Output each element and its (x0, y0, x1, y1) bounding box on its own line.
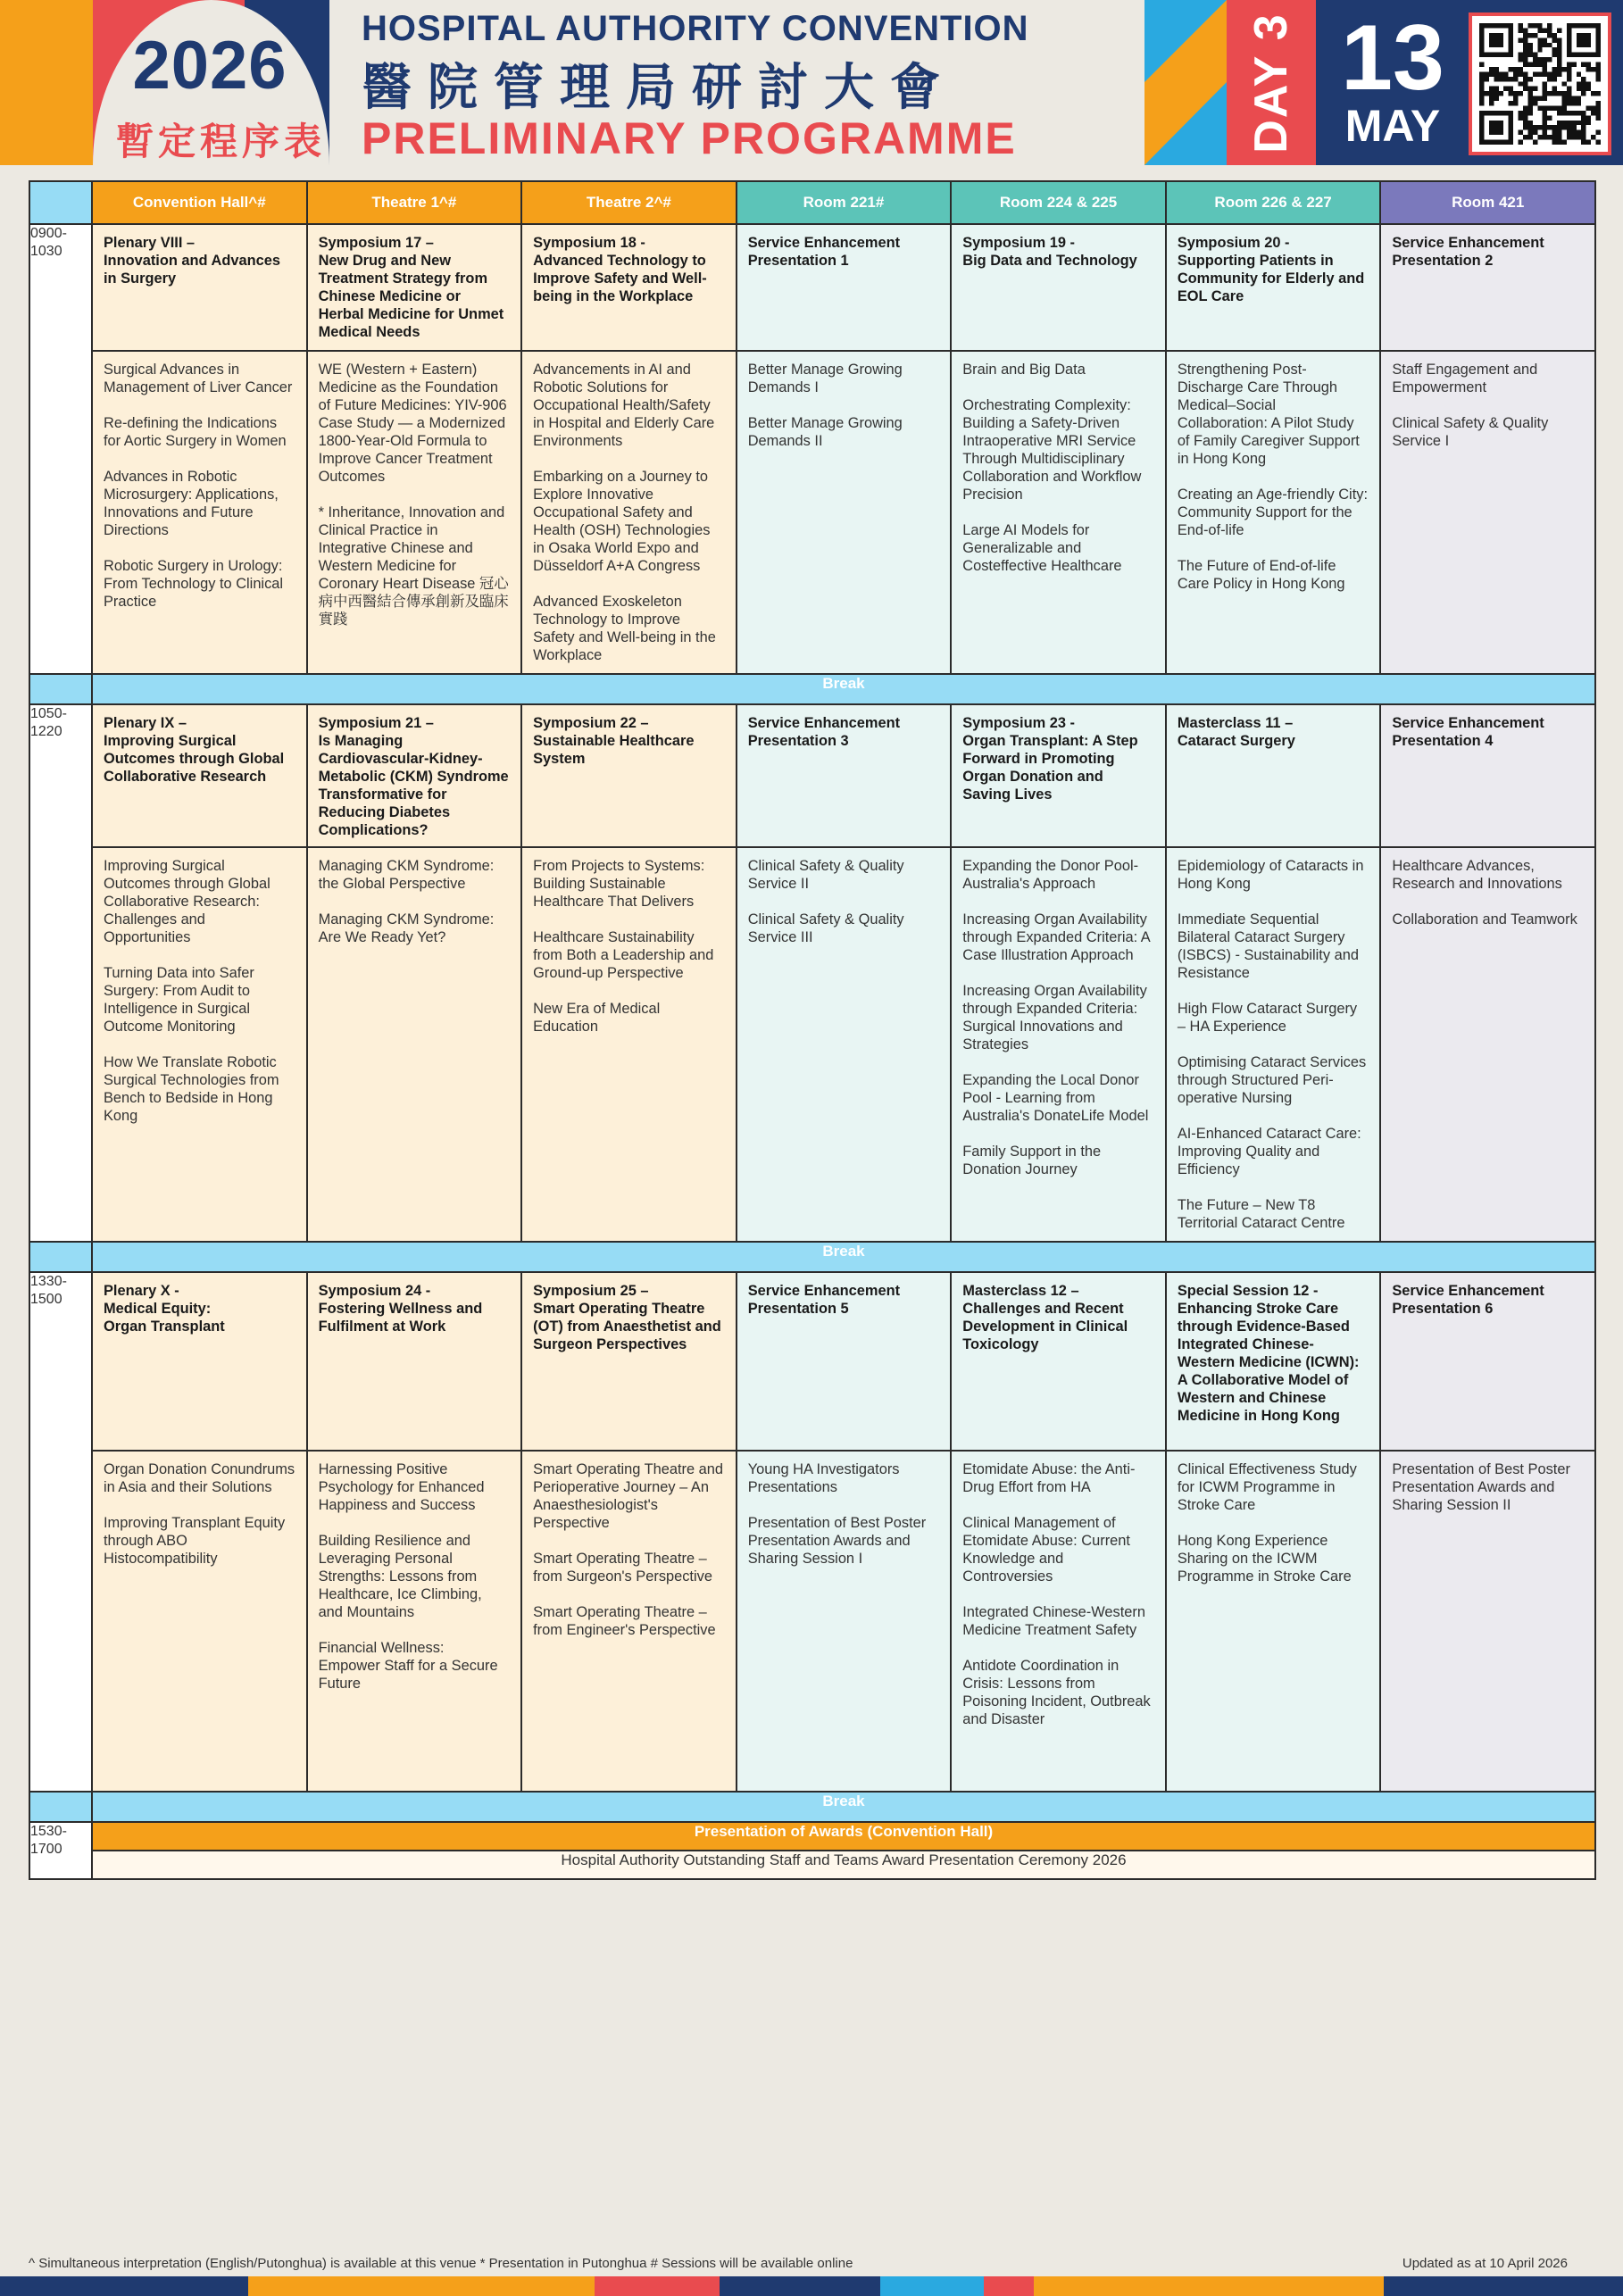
session-title-line: Innovation and Advances in Surgery (104, 253, 280, 287)
talk-item: Managing CKM Syndrome: Are We Ready Yet? (318, 911, 495, 945)
talk-item: Presentation of Best Poster Presentation Awards and Sharing Session I (747, 1515, 927, 1567)
session-title-line: Service Enhancement (1392, 235, 1544, 251)
talk-item: From Projects to Systems: Building Sustainable Healthcare That Delivers (533, 858, 705, 910)
talk-item: Creating an Age-friendly City: Community Support for the End-of-life (1177, 487, 1368, 538)
footer-strip (595, 2276, 720, 2296)
talk-item: Hong Kong Experience Sharing on the ICWM Programme in Stroke Care (1177, 1533, 1352, 1585)
session-title[interactable] (522, 1273, 736, 1360)
talk-item: New Era of Medical Education (533, 1001, 661, 1035)
talk-item: WE (Western + Eastern) Medicine as the Foundation of Future Medicines: YIV-906 Case Study — a Modernized 1800-Year-Old Formula to Improve Cancer Treatment Outcomes (318, 362, 507, 485)
updated-date: Updated as at 10 April 2026 (1402, 2256, 1568, 2271)
awards-desc-row (29, 1851, 1595, 1879)
footer-strip (0, 2276, 248, 2296)
session-title-cell-room-224-225 (951, 704, 1166, 847)
talk-item: Orchestrating Complexity: Building a Safety-Driven Intraoperative MRI Service Through Multidisciplinary Collaboration and Workflow Precision (962, 397, 1142, 503)
session-title-line: Cataract Surgery (1177, 733, 1295, 749)
session-title-line: Symposium 17 – (318, 235, 434, 251)
session-title[interactable] (952, 705, 1165, 811)
footer-strip (984, 2276, 1034, 2296)
talk-item: Clinical Effectiveness Study for ICWM Programme in Stroke Care (1177, 1461, 1357, 1513)
time-slot-line: 1530- (30, 1824, 67, 1839)
session-title-cell-room-226-227 (1166, 224, 1381, 351)
time-slot-line: 1220 (30, 724, 62, 739)
session-title-cell-room-221 (737, 704, 952, 847)
talk-item: Re-defining the Indications for Aortic Surgery in Women (104, 415, 287, 449)
venue-convention-hall: Convention Hall^# (92, 181, 307, 224)
session-title-line: Presentation 3 (747, 733, 849, 749)
talk-list (522, 1452, 736, 1646)
time-slot (29, 1272, 92, 1792)
talk-list (1167, 848, 1380, 1239)
session-title[interactable] (1167, 1273, 1380, 1432)
session-title-cell-convention-hall (92, 1272, 307, 1451)
session-title-line: Fostering Wellness and Fulfilment at Work (318, 1301, 483, 1335)
talk-item: How We Translate Robotic Surgical Technologies from Bench to Bedside in Hong Kong (104, 1054, 279, 1124)
talk-list (1167, 352, 1380, 600)
session-title-line: Is Managing Cardiovascular-Kidney-Metabolic (CKM) Syndrome Transformative for Reducing Diabetes Complications? (318, 733, 509, 838)
break-row (29, 1792, 1595, 1822)
session-title-row (29, 224, 1595, 351)
session-talks-cell-room-221 (737, 847, 952, 1242)
session-title-line: Plenary IX – (104, 715, 187, 731)
talk-list (308, 848, 521, 953)
session-title-line: Presentation 1 (747, 253, 849, 269)
session-title-cell-room-224-225 (951, 224, 1166, 351)
session-talks-cell-theatre-2 (521, 1451, 737, 1792)
talk-item: Strengthening Post-Discharge Care Through Medical–Social Collaboration: A Pilot Study of Family Caregiver Support in Hong Kong (1177, 362, 1360, 467)
session-title[interactable] (737, 1273, 951, 1325)
talk-list (737, 1452, 951, 1575)
talk-item: Family Support in the Donation Journey (962, 1144, 1102, 1177)
talk-item: Embarking on a Journey to Explore Innovative Occupational Safety and Health (OSH) Technologies in Osaka World Expo and Düsseldorf A+A Congress (533, 469, 711, 574)
session-talks-cell-room-221 (737, 351, 952, 674)
talk-item: Financial Wellness: Empower Staff for a Secure Future (318, 1640, 498, 1692)
session-title-cell-room-226-227 (1166, 704, 1381, 847)
break-label: Break (92, 1792, 1595, 1822)
talk-item: Smart Operating Theatre – from Engineer's Perspective (533, 1604, 716, 1638)
session-title-line: Symposium 20 - (1177, 235, 1290, 251)
talk-item: Collaboration and Teamwork (1392, 911, 1577, 928)
talk-list (737, 848, 951, 953)
time-slot-line: 1330- (30, 1274, 67, 1289)
session-title-line: Supporting Patients in Community for Elderly and EOL Care (1177, 253, 1365, 304)
talk-list (1381, 1452, 1594, 1521)
session-title-line: Masterclass 12 – (962, 1283, 1079, 1299)
session-title[interactable] (522, 225, 736, 312)
talk-item: Advancements in AI and Robotic Solutions for Occupational Health/Safety in Hospital and Elderly Care Environments (533, 362, 715, 449)
awards-title-row (29, 1822, 1595, 1851)
talk-item: AI-Enhanced Cataract Care: Improving Quality and Efficiency (1177, 1126, 1361, 1177)
time-slot-line: 1050- (30, 706, 67, 721)
qr-code-icon[interactable] (1469, 12, 1611, 155)
talk-item: Clinical Management of Etomidate Abuse: Current Knowledge and Controversies (962, 1515, 1130, 1585)
session-title-line: Symposium 24 - (318, 1283, 431, 1299)
time-slot-line: 1030 (30, 244, 62, 259)
session-title[interactable] (93, 225, 306, 295)
awards-description: Hospital Authority Outstanding Staff and Teams Award Presentation Ceremony 2026 (92, 1851, 1595, 1879)
session-talks-cell-room-226-227 (1166, 1451, 1381, 1792)
session-title-row (29, 1272, 1595, 1451)
session-title[interactable] (1381, 705, 1594, 757)
talk-list (522, 352, 736, 671)
session-talks-cell-theatre-1 (307, 847, 522, 1242)
session-title-line: Organ Transplant: A Step Forward in Promoting Organ Donation and Saving Lives (962, 733, 1138, 803)
talk-list (308, 1452, 521, 1700)
preliminary-programme-zh: 暫定程序表 (115, 120, 326, 163)
session-title-line: Big Data and Technology (962, 253, 1137, 269)
day-badge (1227, 0, 1316, 165)
session-title-line: Improving Surgical Outcomes through Global Collaborative Research (104, 733, 285, 785)
footer-strip (248, 2276, 595, 2296)
break-label: Break (92, 674, 1595, 704)
time-slot (29, 224, 92, 674)
talk-list (1381, 848, 1594, 936)
talk-item: Large AI Models for Generalizable and Costeffective Healthcare (962, 522, 1122, 574)
convention-title-zh: 醫院管理局研討大會 (362, 59, 956, 117)
break-label: Break (92, 1242, 1595, 1272)
footer-strip (880, 2276, 984, 2296)
session-title-cell-room-421 (1380, 704, 1595, 847)
talk-item: Clinical Safety & Quality Service I (1392, 415, 1549, 449)
session-talks-cell-room-421 (1380, 1451, 1595, 1792)
session-talks-cell-convention-hall (92, 847, 307, 1242)
venue-header-row (29, 181, 1595, 224)
talk-list (308, 352, 521, 636)
talk-item: The Future – New T8 Territorial Cataract Centre (1177, 1197, 1345, 1231)
session-talks-cell-theatre-2 (521, 351, 737, 674)
session-title-line: Symposium 18 - (533, 235, 645, 251)
talk-item: The Future of End-of-life Care Policy in Hong Kong (1177, 558, 1345, 592)
session-talks-cell-room-226-227 (1166, 351, 1381, 674)
time-slot-line: 1700 (30, 1842, 62, 1857)
session-title-cell-theatre-2 (521, 704, 737, 847)
time-slot-line: 0900- (30, 226, 67, 241)
talk-item: Improving Surgical Outcomes through Global Collaborative Research: Challenges and Opportunities (104, 858, 270, 945)
talk-list (522, 848, 736, 1043)
talk-item: High Flow Cataract Surgery – HA Experience (1177, 1001, 1358, 1035)
talk-item: Clinical Safety & Quality Service III (747, 911, 904, 945)
session-talks-cell-room-421 (1380, 847, 1595, 1242)
footer-strip (1034, 2276, 1384, 2296)
session-title-line: Service Enhancement (747, 715, 901, 731)
talk-item: Better Manage Growing Demands II (747, 415, 903, 449)
talk-list (952, 848, 1165, 1185)
header-banner (0, 0, 1623, 165)
triangle-decoration (1144, 0, 1227, 165)
session-title-cell-room-224-225 (951, 1272, 1166, 1451)
session-talks-cell-theatre-1 (307, 351, 522, 674)
session-title-line: Advanced Technology to Improve Safety and Well-being in the Workplace (533, 253, 707, 304)
session-title-cell-theatre-2 (521, 224, 737, 351)
talk-item: Healthcare Sustainability from Both a Leadership and Ground-up Perspective (533, 929, 714, 981)
session-title-line: Smart Operating Theatre (OT) from Anaesthetist and Surgeon Perspectives (533, 1301, 721, 1352)
talk-item: Expanding the Local Donor Pool - Learning from Australia's DonateLife Model (962, 1072, 1149, 1124)
session-title[interactable] (93, 1273, 306, 1343)
venue-room-224-225: Room 224 & 225 (951, 181, 1166, 224)
session-title-cell-room-221 (737, 1272, 952, 1451)
session-title[interactable] (1167, 225, 1380, 312)
session-talks-row (29, 847, 1595, 1242)
session-talks-cell-room-224-225 (951, 847, 1166, 1242)
session-title-line: Presentation 2 (1392, 253, 1494, 269)
session-title-line: Symposium 19 - (962, 235, 1075, 251)
talk-item: Clinical Safety & Quality Service II (747, 858, 904, 892)
session-talks-cell-convention-hall (92, 1451, 307, 1792)
session-title-line: Challenges and Recent Development in Clinical Toxicology (962, 1301, 1128, 1352)
talk-item: Surgical Advances in Management of Liver Cancer (104, 362, 293, 395)
session-title-line: Presentation 4 (1392, 733, 1494, 749)
session-talks-row (29, 1451, 1595, 1792)
talk-item: Young HA Investigators Presentations (747, 1461, 900, 1495)
session-talks-cell-theatre-1 (307, 1451, 522, 1792)
talk-item: Healthcare Advances, Research and Innovations (1392, 858, 1562, 892)
talk-list (1381, 352, 1594, 457)
session-title-cell-theatre-1 (307, 224, 522, 351)
session-title-line: Plenary X - (104, 1283, 179, 1299)
talk-item: Brain and Big Data (962, 362, 1086, 378)
session-title-line: Presentation 5 (747, 1301, 849, 1317)
session-title[interactable] (308, 225, 521, 348)
talk-item: Staff Engagement and Empowerment (1392, 362, 1538, 395)
session-title-cell-convention-hall (92, 224, 307, 351)
time-slot (29, 1822, 92, 1879)
orange-bar (0, 0, 93, 165)
talk-item: Harnessing Positive Psychology for Enhanced Happiness and Success (318, 1461, 485, 1513)
talk-item: Etomidate Abuse: the Anti-Drug Effort from HA (962, 1461, 1136, 1495)
session-title-row (29, 704, 1595, 847)
footer-strip (720, 2276, 880, 2296)
session-talks-cell-room-224-225 (951, 1451, 1166, 1792)
talk-list (93, 352, 306, 618)
convention-title-en: HOSPITAL AUTHORITY CONVENTION (362, 9, 1029, 48)
session-talks-row (29, 351, 1595, 674)
day-label: DAY 3 (1245, 12, 1297, 154)
footer-strip (1384, 2276, 1623, 2296)
session-title-line: Enhancing Stroke Care through Evidence-Based Integrated Chinese-Western Medicine (ICWN): A Collaborative Model of Western and Chinese Medicine in Hong Kong (1177, 1301, 1360, 1424)
talk-item: Immediate Sequential Bilateral Cataract Surgery (ISBCS) - Sustainability and Resistance (1177, 911, 1359, 981)
preliminary-programme-en: PRELIMINARY PROGRAMME (362, 113, 1017, 163)
session-title[interactable] (93, 705, 306, 793)
session-title-cell-room-421 (1380, 224, 1595, 351)
session-title-line: Presentation 6 (1392, 1301, 1494, 1317)
time-slot-line: 1500 (30, 1292, 62, 1307)
time-slot (29, 704, 92, 1242)
session-title-line: Medical Equity: (104, 1301, 212, 1317)
session-title[interactable] (522, 705, 736, 775)
session-talks-cell-theatre-2 (521, 847, 737, 1242)
session-talks-cell-room-221 (737, 1451, 952, 1792)
session-title-line: Symposium 23 - (962, 715, 1075, 731)
venue-room-221: Room 221# (737, 181, 952, 224)
venue-room-226-227: Room 226 & 227 (1166, 181, 1381, 224)
session-title-cell-room-226-227 (1166, 1272, 1381, 1451)
session-title-cell-theatre-1 (307, 704, 522, 847)
session-talks-cell-room-226-227 (1166, 847, 1381, 1242)
session-title-cell-theatre-2 (521, 1272, 737, 1451)
break-time-cell (29, 1792, 92, 1822)
talk-list (952, 352, 1165, 582)
talk-item: Epidemiology of Cataracts in Hong Kong (1177, 858, 1364, 892)
session-title-cell-room-221 (737, 224, 952, 351)
session-title-line: New Drug and New Treatment Strategy from Chinese Medicine or Herbal Medicine for Unmet Medical Needs (318, 253, 504, 340)
talk-item: Improving Transplant Equity through ABO Histocompatibility (104, 1515, 286, 1567)
talk-item: Advanced Exoskeleton Technology to Improve Safety and Well-being in the Workplace (533, 594, 716, 663)
session-title[interactable] (737, 705, 951, 757)
session-title[interactable] (952, 225, 1165, 277)
talk-item: * Inheritance, Innovation and Clinical Practice in Integrative Chinese and Western Medicine for Coronary Heart Disease 冠心病中西醫結合傳承創新及臨床實踐 (318, 504, 509, 628)
session-title[interactable] (308, 1273, 521, 1343)
talk-item: Increasing Organ Availability through Expanded Criteria: Surgical Innovations and Strategies (962, 983, 1147, 1052)
talk-item: Smart Operating Theatre – from Surgeon's Perspective (533, 1551, 712, 1585)
session-title-cell-room-421 (1380, 1272, 1595, 1451)
break-time-cell (29, 1242, 92, 1272)
date-month: MAY (1344, 101, 1441, 151)
break-time-cell (29, 674, 92, 704)
talk-item: Turning Data into Safer Surgery: From Audit to Intelligence in Surgical Outcome Monitoring (104, 965, 254, 1035)
talk-item: Increasing Organ Availability through Expanded Criteria: A Case Illustration Approach (962, 911, 1150, 963)
session-title-line: Sustainable Healthcare System (533, 733, 695, 767)
programme-table (29, 180, 1596, 1880)
date-number: 13 (1341, 6, 1444, 110)
session-title-line: Service Enhancement (747, 235, 901, 251)
session-talks-cell-room-421 (1380, 351, 1595, 674)
talk-item: Presentation of Best Poster Presentation Awards and Sharing Session II (1392, 1461, 1570, 1513)
session-title[interactable] (1167, 705, 1380, 757)
session-title[interactable] (1381, 225, 1594, 277)
talk-list (952, 1452, 1165, 1735)
session-title[interactable] (308, 705, 521, 846)
talk-item: Managing CKM Syndrome: the Global Perspective (318, 858, 495, 892)
session-title-line: Symposium 25 – (533, 1283, 649, 1299)
venue-room-421: Room 421 (1380, 181, 1595, 224)
time-column-header (29, 181, 92, 224)
talk-list (737, 352, 951, 457)
session-title-line: Organ Transplant (104, 1319, 225, 1335)
year: 2026 (132, 28, 287, 104)
talk-item: Expanding the Donor Pool-Australia's Approach (962, 858, 1139, 892)
venue-theatre-1: Theatre 1^# (307, 181, 522, 224)
awards-title[interactable]: Presentation of Awards (Convention Hall) (92, 1822, 1595, 1851)
session-title[interactable] (737, 225, 951, 277)
talk-item: Integrated Chinese-Western Medicine Treatment Safety (962, 1604, 1145, 1638)
session-title[interactable] (952, 1273, 1165, 1360)
talk-item: Better Manage Growing Demands I (747, 362, 903, 395)
session-title-line: Symposium 21 – (318, 715, 434, 731)
session-title-line: Service Enhancement (1392, 715, 1544, 731)
talk-item: Organ Donation Conundrums in Asia and their Solutions (104, 1461, 295, 1495)
talk-item: Building Resilience and Leveraging Personal Strengths: Lessons from Healthcare, Ice Climbing, and Mountains (318, 1533, 482, 1620)
session-title[interactable] (1381, 1273, 1594, 1325)
talk-item: Smart Operating Theatre and Perioperative Journey – An Anaesthesiologist's Perspective (533, 1461, 724, 1531)
talk-list (93, 848, 306, 1132)
session-title-line: Masterclass 11 – (1177, 715, 1294, 731)
talk-item: Advances in Robotic Microsurgery: Applications, Innovations and Future Directions (104, 469, 279, 538)
session-title-cell-theatre-1 (307, 1272, 522, 1451)
session-title-line: Plenary VIII – (104, 235, 196, 251)
session-talks-cell-room-224-225 (951, 351, 1166, 674)
session-title-line: Symposium 22 – (533, 715, 649, 731)
talk-list (1167, 1452, 1380, 1593)
break-row (29, 1242, 1595, 1272)
footer-notes: ^ Simultaneous interpretation (English/Putonghua) is available at this venue * Presentation in Putonghua # Sessions will be available online (29, 2256, 853, 2271)
session-title-line: Special Session 12 - (1177, 1283, 1319, 1299)
talk-item: Optimising Cataract Services through Structured Peri-operative Nursing (1177, 1054, 1367, 1106)
talk-item: Robotic Surgery in Urology: From Technology to Clinical Practice (104, 558, 284, 610)
talk-list (93, 1452, 306, 1575)
session-talks-cell-convention-hall (92, 351, 307, 674)
session-title-line: Service Enhancement (1392, 1283, 1544, 1299)
talk-item: Antidote Coordination in Crisis: Lessons from Poisoning Incident, Outbreak and Disaster (962, 1658, 1151, 1727)
session-title-cell-convention-hall (92, 704, 307, 847)
venue-theatre-2: Theatre 2^# (521, 181, 737, 224)
session-title-line: Service Enhancement (747, 1283, 901, 1299)
break-row (29, 674, 1595, 704)
